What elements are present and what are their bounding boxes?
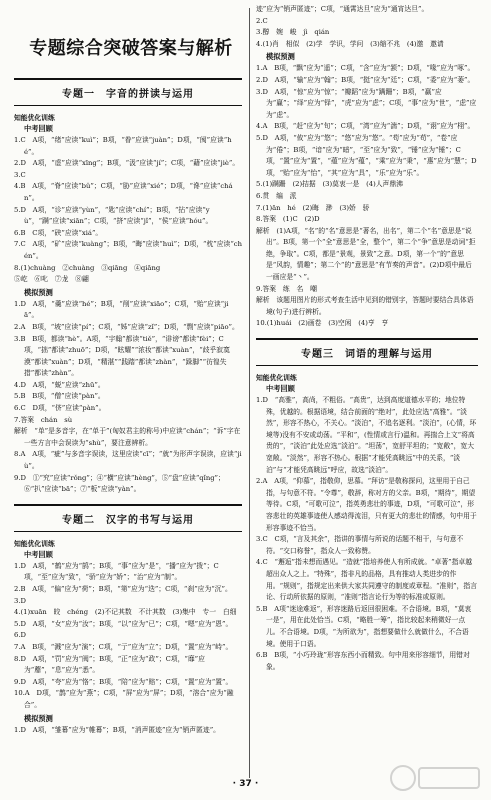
answer-item: 8.D A项，“罚”应为“阀”；B项，“正”应为“政”；C项，“靡”应为“蘼”，“息”应为“悉”。 — [14, 654, 205, 675]
answer-item: 9.D A项，“夸”应为“恪”；B项，“陪”应为“赔”；C项，“置”应为“置”。 — [14, 677, 233, 686]
answer-item: 6.B B项，“小巧玲珑”形容东西小而精致。句中用来形容细节，用错对象。 — [256, 651, 470, 671]
answer-item: 4.C “邂逅”指未想而遇见。“造就”指培养使人有所成就。“卓著”指卓越超出众人之上。“特殊”，指非凡的品格，具有推动人类进步的作用。“规则”，指规定出来供大家共同遵守的制度或章程。“准则”，指言论、行动所依据的原则，“准则”指言论行为等的标准或原则。 — [256, 558, 478, 602]
answer-item: 1.D “高雅”，高尚，不粗俗。“高贵”，达到高度道德水平的；地位特殊，优越的。根据语境，结合前面的“绝对”，此处应选“高雅”。“淡然”，形容不热心，不关心。“淡泊”，不追名逐利。“淡泊”，(心情，环境等)没有不安或动荡。“平和”，(性情或言行)温和。再揣合上文“将高贵的”，“淡泊”此处应选“淡泊”。“坦荡”，宽舒平坦的；“宽敞”，宽大宽敞。“淡然”，形容不热心。根据“才能凭高眺远”中的关系，“淡泊”与“才能凭高眺远”呼应，故选“淡泊”。 — [256, 396, 477, 474]
answer-item: 3.C C项，“言及其余”，指讲的事情与所说的话题不相干，与句意不符。“交口称誉”，指众人一致称赞。 — [256, 535, 464, 555]
answer-item: 4.D A项，“蜕”应读“zhū”。 — [14, 380, 105, 389]
answer-item: 3.D — [14, 596, 26, 605]
answer-item: 5.B A项“迷途难返”，形容迷路后返回很困难。不合语境。B项，“莫衷一是”，用在此处恰当。C项，“略胜一筹”，指比较起来稍微好一点儿。不合语境。D项，“为所欲为”，指想要做什么就做什么，不合语境。使用于口语。 — [256, 604, 472, 648]
answer-item: 10.A D项，“鹊”应为“燕”；C项，“屏”应为“屏”；D项，“溶合”应为“融合”。 — [14, 689, 234, 709]
answer-item: 5.B B项，“僧”应读“pàn”。 — [14, 392, 105, 401]
section-three-heading-review: 中考回顾 — [266, 384, 295, 394]
answer-item: 3.B B项，都读“hè”。A项，“宇翰”都读“tiě”，“诽谤”都读“fèi”；C项，“拙”都读“zhuō”；D项，“眩耀”“浓妆”都读“xuàn”，“歧乎寂寞漠”都读“xuàn”；D项，“精湛”“践踏”都读“zhàn”，“跺脚”“彷徨失措”都读“zhàn”。 — [14, 334, 230, 378]
mock-test-heading: 模拟预测 — [24, 713, 53, 723]
answer-item: 2.A B项，“坡”应读“pí”；C项，“姊”应读“zǐ”；D项，“剽”应读“piāo”。 — [14, 322, 239, 331]
answer-item: 解析 “单”是多音字，在“单于”(匈奴君主的称号)中应读“chán”；“诉”字在一些方言中会误读为“shù”，要注意辨析。 — [14, 427, 241, 447]
answer-item: 7.(1)ān hé (2)晦 渺 (3)娇 骄 — [256, 203, 370, 212]
answer-item: 解析 (1)A项，“名”的“名”意思是“著名，出名”，第二个“名”意思是“说出”。B项，第一个“全”意思是“全，整个”，第二个“争”意思是动词“拒绝，争取”。C项，都是“景观，景致”之意。D项，第一个“的”意思是“风韵，情趣”；第二个“的”意思是“有节奏的声音”。(2)D项中最后一画应是“丶”。 — [256, 226, 476, 282]
answer-item: 2.A A项，“仰慕”，指敬仰，思慕。“拜访”是敬称探问，这里用于自己指，与句意不符。“令尊”，敬辞，称对方的父亲。B项，“期待”，期望等待。C项，“可歌可泣”，指英勇悲壮的事迹，D项，“可歌可泣”，形容悲壮的英雄事迹使人感动得流泪，只有更大的悲壮的情感，句中用于形容事迹不恰当。 — [256, 477, 477, 532]
answer-item: 10.(1)huái (2)画卷 (3)空闲 (4)亨 亨 — [256, 319, 389, 328]
page-number: · 37 · — [232, 779, 259, 789]
answer-item: 6.B C项，“硖”应读“xiá”。 — [14, 228, 103, 237]
answer-item: 4.(1)xuān 皎 chéng (2)不记其数 不计其数 (3)集中 专一 白细 — [14, 608, 237, 617]
answer-item: 2.C — [256, 16, 268, 25]
answer-item: 1.D A项，“鹤”应为“鹄”；B项，“事”应为“是”，“播”应为“拨”；C项，“至”应为“致”，“骄”应为“娇”；“治”应为“制”。 — [14, 561, 219, 582]
section-two-answers — [14, 561, 242, 736]
section-three-subtitle: 知能优化训练 — [256, 374, 297, 383]
answer-item: 4.(1)肖 相似 (2)学 学识，学问 (3)缩不兆 (4)邀 邀请 — [256, 39, 444, 48]
mock-test-heading: 模拟预测 — [24, 287, 53, 297]
answer-item: 7.C A项，“矿”应读“kuàng”；B项，“晦”应读“huì”；D项，“枕”应读“chén”。 — [14, 240, 242, 260]
answer-item: 3.D A项，“惊”应为“惊”；“瓣蹈”应为“蹒跚”；B项，“赢”应为“赢”；“绎”应为“铎”，“虎”应为“虑”；C项，“事”应为“世”，“虑”应为“虑”。 — [256, 87, 477, 119]
answer-item: 2.D A项，“输”应为“翰”；B项，“挺”应为“廷”；C项，“委”应为“萎”。 — [256, 75, 475, 84]
watermark-logo — [389, 760, 485, 796]
answer-item: 2.B A项，“偏”应为“荷”；B项，“第”应为“迭”；C项，“刹”应为“沉”。 — [14, 585, 232, 593]
section-one-heading-review: 中考回顾 — [24, 124, 53, 133]
left-column — [14, 0, 242, 736]
section-one-title: 专题一 字音的拼读与运用 — [14, 78, 242, 106]
section-two-title: 专题二 汉字的书写与运用 — [14, 504, 242, 532]
answer-item: 6.贯 编 派 — [256, 191, 297, 200]
answer-item: 8.答案 (1)C (2)D — [256, 215, 320, 224]
answer-item: 2.D A项，“虚”应读“xīng”；B项，“汲”应读“jí”；C项，“藉”应读“jiè”。 — [14, 159, 240, 168]
answer-item: 8.(1)chuàng ②chuàng ③qiāng ④qiāng — [14, 263, 161, 272]
answer-item: 1.D A项，“雏幕”应为“帷幕”；B项，“消声匿迹”应为“销声匿迹”。 — [14, 725, 220, 734]
mock-test-heading: 模拟预测 — [266, 52, 295, 62]
section-three-answers — [256, 395, 478, 673]
answer-item: 8.A A项，“疵”与多音字误读，这里应读“cī”；“就”为形声字误读，应读“jiù”。 — [14, 450, 242, 471]
answer-item: 7.答案 chán sù — [14, 415, 73, 424]
right-column — [256, 4, 478, 673]
answer-item: 5.D A项，“诊”应读“yùn”，“匙”应读“chí”；B项，“拈”应读“yù”，“蹒”应读“xiān”；C项，“挤”应读“jǐ”，“侯”应读“hóu”。 — [14, 205, 213, 226]
answer-item: 6.D — [14, 631, 26, 640]
answer-item: 1.C A项，“绪”应读“kuì”；B项，“眷”应读“juàn”；D项，“阂”应读“hé”。 — [14, 136, 232, 156]
answer-item: 迹”应为“销声匿迹”；C项，“通霄达旦”应为“通宵达旦”。 — [256, 5, 429, 13]
answer-item: 4.A B项，“赶”应为“旬”；C项，“湾”应为“湍”；D项，“诩”应为“栩”。 — [256, 122, 475, 131]
answer-item: 3.C — [14, 170, 26, 179]
answer-item: 5.D A项，“女”应为“汝”；B项，“以”应为“已”；C项，“嗯”应为“恩”。 — [14, 619, 233, 628]
section-three-title: 专题三 词语的理解与运用 — [256, 338, 478, 366]
answer-item: 5.(1)蹒跚 (2)拮据 (3)莫衷一是 (4)人声鼎沸 — [256, 180, 403, 189]
answer-item: 7.A B项，“溅”应为“演”；C项，“亍”应为“立”；D项，“置”应为“峙”。 — [14, 642, 233, 651]
section-one-subtitle: 知能优化训练 — [14, 114, 55, 122]
answer-item: 5.D A项，“攸”应为“悠”；“悠”应为“悠”。“苟”应为“苟”，“卷”应为“倦”；B项，“谙”应为“暗”，“至”应为“致”，“锤”应为“锤”；C项，“置”应为“置”，“蕴”应为“蕴”，“乘”应为“秉”，“惠”应为“慧”；D项，“贻”应为“怡”，“其”应为“具”，“乐”应为“乐”。 — [256, 133, 477, 177]
answer-item: 解析 该题用图片的形式考查生活中见到的错别字，答题时要结合具体语境(句子)进行辨析。 — [256, 296, 474, 316]
section-one-answers — [14, 135, 242, 496]
answer-item: 1.A B项，“飘”应为“遥”；C项，“含”应为“颔”；D项，“喙”应为“啄”。 — [256, 64, 475, 73]
column-divider — [249, 8, 250, 778]
answer-item: 4.B A项，“脊”应读“bǔ”；C项，“胁”应读“xié”；D项，“谗”应读“chán”。 — [14, 182, 233, 202]
answer-item: 9.D ①“究”应读“rǒng”；④“横”应读“hèng”，⑤“盘”应读“qǐng”；⑥“扒”应读“bā”；⑦“板”应读“yàn”。 — [14, 473, 225, 494]
section-two-subtitle: 知能优化训练 — [14, 539, 55, 548]
answer-item: ⑤屹 ⑥叱 ⑦龙 ⑧翩 — [14, 275, 89, 284]
section-two-heading-review: 中考回顾 — [24, 549, 53, 559]
section-two-answers-continued — [256, 4, 478, 330]
answer-item: 6.C D项，“侪”应读“pàn”。 — [14, 404, 106, 413]
page-title: 专题综合突破答案与解析 — [29, 38, 233, 59]
answer-item: 1.D A项，“羹”应读“hé”；B项，“削”应读“xiāo”；C项，“贻”应读“jiā”。 — [14, 299, 229, 320]
answer-item: 9.答案 练 名 嘲 — [256, 284, 317, 293]
answer-item: 3.醇 婉 峻 jì qián — [256, 28, 330, 37]
